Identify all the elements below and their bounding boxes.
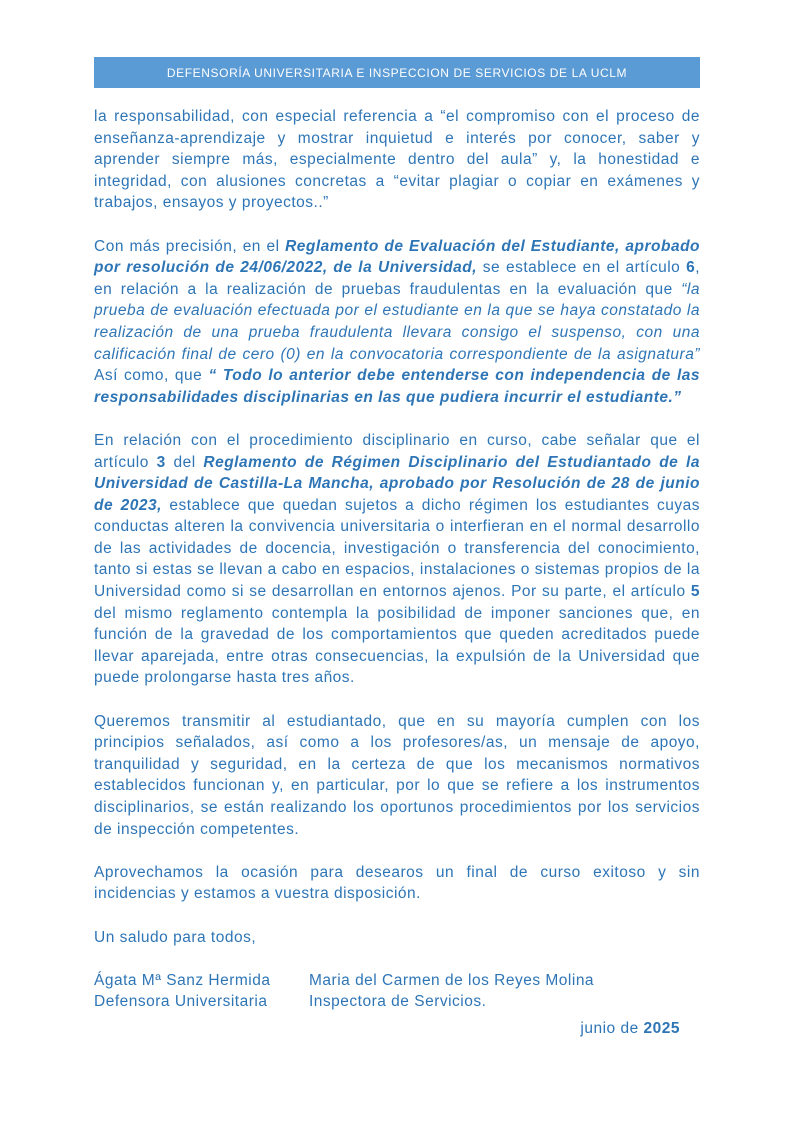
paragraph-4: Queremos transmitir al estudiantado, que en su mayoría cumplen con los principios señalados, así como a los profesores/as, un mensaje de apoyo, tranquilidad y seguridad, en la certeza de que los mecanismos normativos establecidos funcionan y, en particular, por lo que se refiere a los instrumentos disciplinarios, se están realizando los oportunos procedimientos por los servicios de inspección competentes. <box>94 712 700 838</box>
paragraph-1: la responsabilidad, con especial referencia a “el compromiso con el proceso de enseñanza-aprendizaje y mostrar inquietud e interés por conocer, saber y aprender siempre más, especialmente dentro del aula” y, la honestidad e integridad, con alusiones concretas a “evitar plagiar o copiar en exámenes y trabajos, ensayos y proyectos..” <box>94 108 700 212</box>
signatory-left-role: Defensora Universitaria <box>94 993 268 1011</box>
letter-body <box>94 106 700 1040</box>
paragraph-2: Con más precisión, en el Reglamento de Evaluación del Estudiante, aprobado por resolución de 24/06/2022, de la Universidad, se establece en el artículo 6, en relación a la realización de pruebas fraudulentas en la evaluación que “la prueba de evaluación efectuada por el estudiante en la que se haya constatado la realización de una prueba fraudulenta llevara consigo el suspenso, con una calificación final de cero (0) en la convocatoria correspondiente de la asignatura” Así como, que “ Todo lo anterior debe entenderse con independencia de las responsabilidades disciplinarias en las que pudiera incurrir el estudiante.” <box>94 237 701 406</box>
date-line <box>94 1018 700 1040</box>
header-banner <box>94 57 700 88</box>
paragraph-3: En relación con el procedimiento disciplinario en curso, cabe señalar que el artículo 3 del Reglamento de Régimen Disciplinario del Estudiantado de la Universidad de Castilla-La Mancha, aprobado por Resolución de 28 de junio de 2023, establece que quedan sujetos a dicho régimen los estudiantes cuyas conductas alteren la convivencia universitaria o interfieran en el normal desarrollo de las actividades de docencia, investigación o transferencia del conocimiento, tanto si estas se llevan a cabo en espacios, instalaciones o sistemas propios de la Universidad como si se desarrollan en entornos ajenos. Por su parte, el artículo 5 del mismo reglamento contempla la posibilidad de imponer sanciones que, en función de la gravedad de los comportamientos que queden acreditados puede llevar aparejada, entre otras consecuencias, la expulsión de la Universidad que puede prolongarse hasta tres años. <box>94 431 700 687</box>
closing-salutation: Un saludo para todos, <box>94 928 257 946</box>
signatory-right <box>309 970 700 1013</box>
header-banner-title: DEFENSORÍA UNIVERSITARIA E INSPECCION DE SERVICIOS DE LA UCLM <box>166 65 628 80</box>
signatory-right-role: Inspectora de Servicios. <box>309 993 487 1011</box>
signatory-right-name: Maria del Carmen de los Reyes Molina <box>309 971 595 989</box>
signature-block <box>94 970 700 1013</box>
signatory-left <box>94 970 309 1013</box>
date-prefix: junio de <box>580 1019 644 1037</box>
signatory-left-name: Ágata Mª Sanz Hermida <box>94 971 271 989</box>
date-year: 2025 <box>643 1019 680 1037</box>
paragraph-5: Aprovechamos la ocasión para desearos un final de curso exitoso y sin incidencias y estamos a vuestra disposición. <box>94 863 700 903</box>
